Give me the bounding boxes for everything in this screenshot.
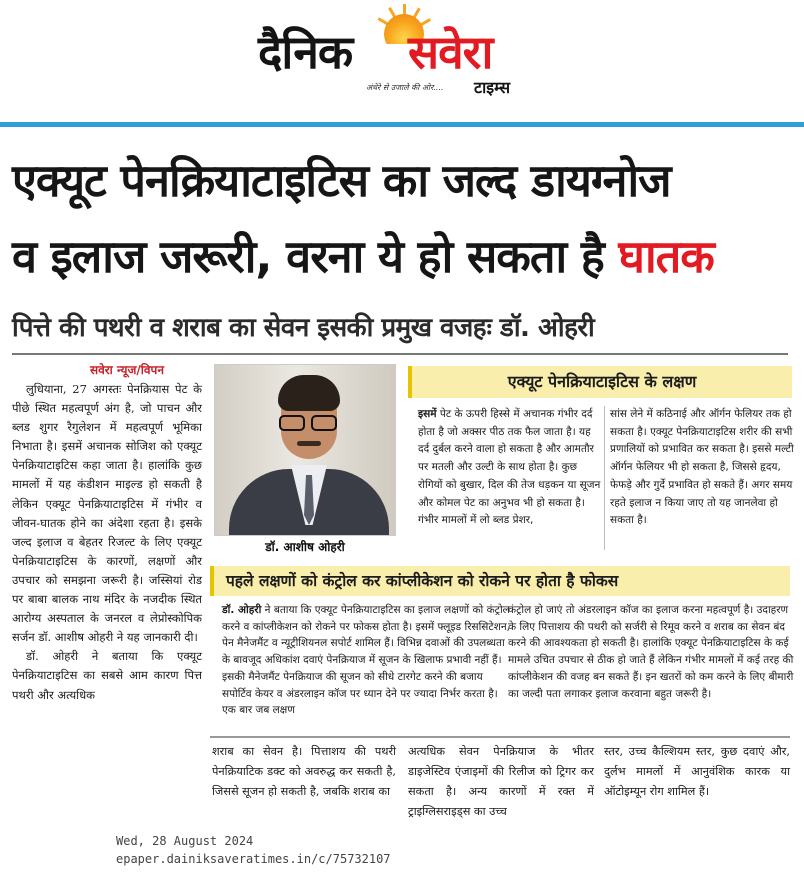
left-column-text: [12, 380, 202, 705]
doctor-photo: [214, 364, 396, 536]
treatment-section-title: पहले लक्षणों को कंट्रोल कर कांप्लीकेशन को रोकने पर होता है फोकस: [210, 566, 790, 596]
symptoms-text-1: पेट के ऊपरी हिस्से में अचानक गंभीर दर्द होता है जो अक्सर पीठ तक फैल जाता है। यह दर्द दुर्बल करने वाला हो सकता है और आमतौर पर मतली और उल्टी के साथ होता है। कुछ रोगियों को बुखार, दिल की तेज धड़कन या सूजन और कोमल पेट का अनुभव भी हो सकता है। गंभीर मामलों में लो ब्लड प्रेशर,: [418, 408, 601, 527]
bottom-column-3: स्तर, उच्च कैल्शियम स्तर, कुछ दवाएं और, दुर्लभ मामलों में आनुवंशिक कारक या ऑटोइम्यून रोग शामिल हैं।: [604, 745, 790, 798]
symptoms-title: एक्यूट पेनक्रियाटाइटिस के लक्षण: [408, 366, 792, 398]
masthead: [0, 0, 804, 122]
headline-line1: एक्यूट पेनक्रियाटाइटिस का जल्द डायग्नोज: [12, 154, 671, 207]
headline-line2-text: व इलाज जरूरी, वरना ये हो सकता है: [12, 230, 604, 283]
treatment-column-1: [222, 602, 510, 719]
brand-name-part1: दैनिक: [258, 25, 353, 79]
brand-tagline: अंधेरे से उजाले की ओर....: [366, 83, 444, 92]
left-paragraph-2: डॉ. ओहरी ने बताया कि एक्यूट पेनक्रियाटाइटिस का सबसे आम कारण पित्त पथरी और अत्यधिक: [12, 649, 202, 702]
bottom-column-2: अत्यधिक सेवन पेनक्रियाज के भीतर डाइजेस्टिव एंजाइमों की रिलीज को ट्रिगर कर सकता है। अन्य कारणों में रक्त में ट्राइग्लिसराइड्स का उच्च: [408, 745, 594, 818]
photo-caption: डॉ. आशीष ओहरी: [214, 536, 396, 558]
treatment-lead: डॉ. ओहरी: [222, 604, 262, 616]
headline-highlight: घातक: [618, 230, 714, 283]
bottom-rule: [210, 736, 790, 738]
left-column: [12, 360, 202, 705]
brand-name-part3: टाइम्स: [474, 78, 511, 97]
treatment-text-1: ने बताया कि एक्यूट पेनक्रियाटाइटिस का इलाज लक्षणों को कंट्रोल करने व कांप्लीकेशन को रोकने पर फोकस होता है। इसमें फ्लूइड रिससिटेशन, पेन मैनेजमैंट व न्यूट्रीशियनल सपोर्ट शामिल हैं। विभिन्न दवाओं की उपलब्धता के बावजूद अधिकांश दवाएं पेनक्रियाज में सूजन के खिलाफ प्रभावी नहीं हैं। इसकी मैनेजमैंट पेनक्रियाज की सूजन को सीधे टारगेट करने की बजाय सपोर्टिव केयर व अंडरलाइन कॉज पर ध्यान देने पर ज्यादा निर्भर करता है। एक बार जब लक्षण: [222, 604, 510, 717]
masthead-rule: [0, 122, 804, 127]
treatment-column-2: कंट्रोल हो जाएं तो अंडरलाइन कॉज का इलाज करना महत्वपूर्ण है। उदाहरण के लिए पित्ताशय की पथरी को सर्जरी से रिमूव करने व शराब का सेवन बंद करने की आवश्यकता हो सकती है। हालांकि एक्यूट पेनक्रियाटाइटिस के कई मामले उचित उपचार से ठीक हो जाते हैं लेकिन गंभीर मामलों में कई तरह की कांप्लीकेशन की वजह बन सकते हैं। इन खतरों को कम करने के लिए बीमारी का जल्दी पता लगाकर इलाज करवाना बहुत जरूरी है।: [508, 604, 794, 700]
headline-divider: [12, 353, 788, 355]
left-paragraph-1: लुधियाना, 27 अगस्तः पेनक्रियास पेट के पीछे स्थित महत्वपूर्ण अंग है, जो पाचन और ब्लड शुगर रैगुलेशन में महत्वपूर्ण भूमिका निभाता है। इसमें अचानक सोजिश को एक्यूट पेनक्रियाटाइटिस कहा जाता है। हालांकि कुछ मामलों में यह कंडीशन माइल्ड हो सकती है लेकिन एक्यूट पेनक्रियाटाइटिस में गंभीर व जीवन-घातक होने का अंदेशा रहता है। इसके जल्द इलाज व बेहतर रिजल्ट के लिए एक्यूट पेनक्रियाटाइटिस के कारणों, लक्षणों और उपचार को समझना जरूरी है। जस्सियां रोड पर बाबा बालक नाथ मंदिर के नजदीक स्थित आरोग्य अस्पताल के जनरल व लेप्रोस्कोपिक सर्जन डॉ. आशीष ओहरी ने यह जानकारी दी।: [12, 382, 202, 645]
symptoms-divider: [604, 406, 605, 550]
symptoms-lead: इसमें: [418, 408, 437, 420]
footer-url[interactable]: epaper.dainiksaveratimes.in/c/75732107: [116, 852, 391, 866]
byline: सवेरा न्यूज/विपन: [89, 363, 165, 377]
bottom-column-1: शराब का सेवन है। पित्ताशय की पथरी पेनक्रियाटिक डक्ट को अवरुद्ध कर सकती है, जिससे सूजन हो सकती है, जबकि शराब का: [212, 745, 396, 798]
symptoms-column-2: सांस लेने में कठिनाई और ऑर्गन फेलियर तक हो सकता है। एक्यूट पेनक्रियाटाइटिस शरीर की सभी प्रणालियों को प्रभावित कर सकता है। इससे मल्टी ऑर्गन फेलियर भी हो सकता है, जिससे हृदय, फेफड़े और गुर्दे प्रभावित हो सकते हैं। अगर समय रहते इलाज न किया जाए तो यह जानलेवा हो सकता है।: [610, 408, 794, 527]
subheadline: पित्ते की पथरी व शराब का सेवन इसकी प्रमुख वजहः डॉ. ओहरी: [12, 313, 595, 343]
footer-date: Wed, 28 August 2024: [116, 834, 254, 848]
symptoms-column-1: [418, 406, 602, 530]
headline-line2: [12, 226, 796, 288]
brand-name-part2: सवेरा: [408, 25, 493, 79]
